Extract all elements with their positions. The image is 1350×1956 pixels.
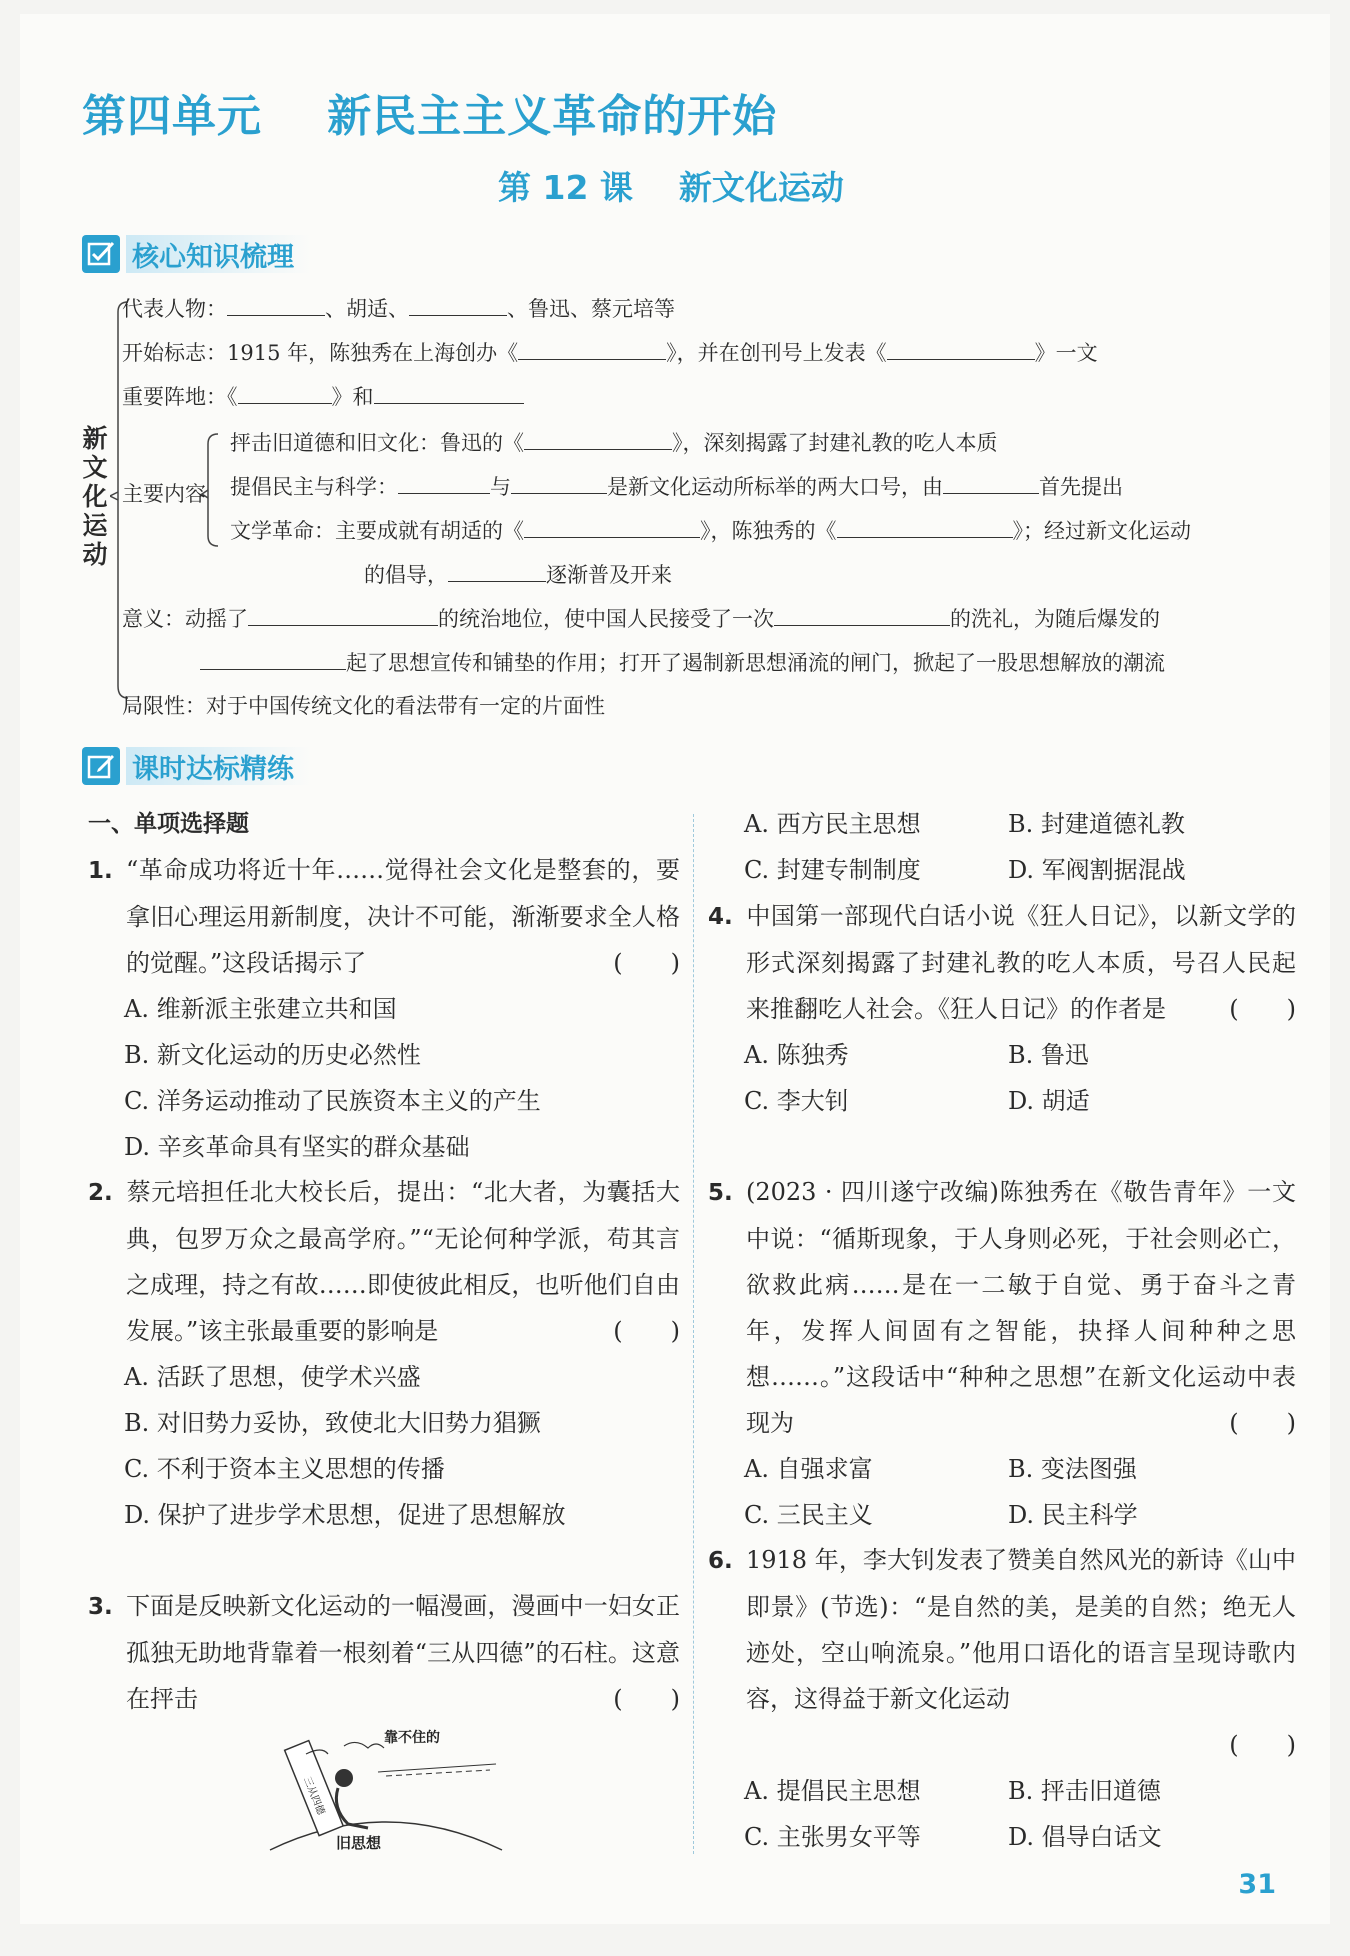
mm-content-2	[230, 471, 1123, 502]
question-stem: 中国第一部现代白话小说《狂人日记》，以新文学的形式深刻揭露了封建礼教的吃人本质，号召人民起来推翻吃人社会。《狂人日记》的作者是	[746, 902, 1296, 1023]
section-header-core	[82, 232, 310, 276]
mm-text: 提倡民主与科学：	[230, 475, 398, 499]
option-a[interactable]: A. 维新派主张建立共和国	[124, 995, 397, 1023]
cartoon-illustration	[266, 1724, 506, 1854]
mm-text: 抨击旧道德和旧文化：鲁迅的《	[230, 431, 524, 455]
option-b[interactable]: B. 鲁迅	[1008, 1041, 1089, 1069]
option-a[interactable]: A. 自强求富	[744, 1455, 873, 1483]
option-c[interactable]: C. 不利于资本主义思想的传播	[124, 1455, 445, 1483]
option-b[interactable]: B. 对旧势力妥协，致使北大旧势力猖獗	[124, 1409, 541, 1437]
mindmap-root-label: 新文化运动	[82, 424, 108, 569]
option-c[interactable]: C. 三民主义	[744, 1501, 873, 1529]
question-number: 5.	[708, 1180, 733, 1206]
fill-blank[interactable]	[837, 515, 1013, 538]
answer-parentheses[interactable]: ( )	[1229, 995, 1296, 1023]
option-b[interactable]: B. 变法图强	[1008, 1455, 1137, 1483]
option-c[interactable]: C. 洋务运动推动了民族资本主义的产生	[124, 1087, 541, 1115]
fill-blank[interactable]	[511, 471, 607, 494]
question-number: 2.	[88, 1180, 113, 1206]
fill-blank[interactable]	[774, 603, 950, 626]
fill-blank[interactable]	[248, 603, 438, 626]
fill-blank[interactable]	[448, 559, 546, 582]
fill-blank[interactable]	[518, 337, 666, 360]
option-d[interactable]: D. 胡适	[1008, 1087, 1090, 1115]
cartoon-caption-bottom: 旧思想	[336, 1834, 382, 1852]
section-title-practice: 课时达标精练	[126, 747, 310, 785]
question-number: 4.	[708, 904, 733, 930]
mm-text: 文学革命：主要成就有胡适的《	[230, 519, 524, 543]
mm-content-3b	[364, 559, 672, 590]
fill-blank[interactable]	[398, 471, 490, 494]
fill-blank[interactable]	[238, 381, 332, 404]
option-a[interactable]: A. 活跃了思想，使学术兴盛	[124, 1363, 421, 1391]
mm-text: 、鲁迅、蔡元培等	[507, 297, 675, 321]
question-stem: 1918 年，李大钊发表了赞美自然风光的新诗《山中即景》(节选)：“是自然的美，是美的自然；绝无人迹处，空山响流泉。”他用口语化的语言呈现诗歌内容，这得益于新文化运动	[746, 1546, 1296, 1713]
mm-text: 开始标志：1915 年，陈独秀在上海创办《	[122, 341, 519, 365]
fill-blank[interactable]	[943, 471, 1039, 494]
option-d[interactable]: D. 保护了进步学术思想，促进了思想解放	[124, 1501, 566, 1529]
answer-parentheses[interactable]: ( )	[613, 1317, 680, 1345]
question-stem: 下面是反映新文化运动的一幅漫画，漫画中一妇女正孤独无助地背靠着一根刻着“三从四德”的石柱。这意在抨击	[126, 1592, 680, 1713]
question-2	[88, 1169, 680, 1538]
option-a[interactable]: A. 陈独秀	[744, 1041, 849, 1069]
option-a[interactable]: A. 提倡民主思想	[744, 1777, 921, 1805]
mm-text: 》和	[331, 385, 374, 409]
fill-blank[interactable]	[887, 337, 1035, 360]
option-d[interactable]: D. 倡导白话文	[1008, 1823, 1162, 1851]
question-number: 6.	[708, 1548, 733, 1574]
mm-text: 逐渐普及开来	[546, 563, 672, 587]
mm-text: 意义：动摇了	[122, 607, 248, 631]
mm-significance-2	[200, 647, 1165, 678]
option-c[interactable]: C. 主张男女平等	[744, 1823, 921, 1851]
part-title-text: 一、单项选择题	[88, 811, 249, 837]
mm-content-label: 主要内容	[122, 482, 206, 506]
fill-blank[interactable]	[524, 427, 672, 450]
fill-blank[interactable]	[200, 647, 346, 670]
mm-start	[122, 337, 1098, 368]
mm-text: 起了思想宣传和铺垫的作用；打开了遏制新思想涌流的闸门，掀起了一股思想解放的潮流	[346, 651, 1165, 675]
option-d[interactable]: D. 民主科学	[1008, 1501, 1138, 1529]
option-d[interactable]: D. 军阀割据混战	[1008, 856, 1186, 884]
cartoon-caption-top: 靠不住的	[384, 1730, 440, 1746]
question-4	[708, 893, 1296, 1124]
mm-text: 》，陈独秀的《	[700, 519, 837, 543]
part-title	[88, 801, 680, 847]
answer-parentheses[interactable]: ( )	[613, 1685, 680, 1713]
question-5	[708, 1169, 1296, 1538]
option-d[interactable]: D. 辛亥革命具有坚实的群众基础	[124, 1133, 470, 1161]
column-divider	[693, 814, 694, 1854]
option-b[interactable]: B. 新文化运动的历史必然性	[124, 1041, 421, 1069]
section-header-practice	[82, 744, 310, 788]
mm-front	[122, 381, 524, 412]
fill-blank[interactable]	[374, 381, 524, 404]
mm-text: 首先提出	[1039, 475, 1123, 499]
mm-text: 的倡导，	[364, 563, 448, 587]
mm-text: 》；经过新文化运动	[1012, 519, 1191, 543]
workbook-page	[20, 14, 1330, 1924]
mm-text: 的统治地位，使中国人民接受了一次	[438, 607, 774, 631]
option-b[interactable]: B. 抨击旧道德	[1008, 1777, 1161, 1805]
answer-parentheses[interactable]: ( )	[1229, 1731, 1296, 1759]
question-stem: “革命成功将近十年……觉得社会文化是整套的，要拿旧心理运用新制度，决计不可能，渐渐要求全人格的觉醒。”这段话揭示了	[126, 856, 680, 977]
mm-significance-1	[122, 603, 1160, 634]
answer-parentheses[interactable]: ( )	[613, 949, 680, 977]
checkbox-pen-icon	[82, 235, 120, 273]
option-c[interactable]: C. 封建专制制度	[744, 856, 921, 884]
fill-blank[interactable]	[227, 293, 325, 316]
page-number: 31	[1238, 1869, 1276, 1900]
question-3	[88, 1583, 680, 1722]
mm-text: 重要阵地：《	[122, 385, 238, 409]
question-number: 3.	[88, 1594, 113, 1620]
pencil-note-icon	[82, 747, 120, 785]
question-stem: 蔡元培担任北大校长后，提出：“北大者，为囊括大典，包罗万众之最高学府。”“无论何种学派，苟其言之成理，持之有故……即使彼此相反，也听他们自由发展。”该主张最重要的影响是	[126, 1178, 680, 1345]
option-c[interactable]: C. 李大钊	[744, 1087, 849, 1115]
question-1	[88, 847, 680, 1170]
mm-text: 是新文化运动所标举的两大口号，由	[607, 475, 943, 499]
lesson-title: 第 12 课 新文化运动	[498, 168, 844, 207]
question-3-options	[708, 801, 1296, 893]
mm-people	[122, 293, 675, 324]
mm-text: 》一文	[1034, 341, 1098, 365]
fill-blank[interactable]	[524, 515, 700, 538]
question-6	[708, 1537, 1296, 1860]
mm-text: 》，深刻揭露了封建礼教的吃人本质	[672, 431, 998, 455]
mm-text: 代表人物：	[122, 297, 227, 321]
section-title-core: 核心知识梳理	[126, 235, 310, 273]
option-b[interactable]: B. 封建道德礼教	[1008, 810, 1185, 838]
mm-text: 的洗礼，为随后爆发的	[950, 607, 1160, 631]
mm-limitation: 局限性：对于中国传统文化的看法带有一定的片面性	[122, 694, 605, 718]
mm-content-3	[230, 515, 1191, 546]
mm-content-1	[230, 427, 998, 458]
mm-text: 》，并在创刊号上发表《	[666, 341, 887, 365]
unit-title: 第四单元 新民主主义革命的开始	[82, 91, 778, 142]
option-a[interactable]: A. 西方民主思想	[744, 810, 921, 838]
question-number: 1.	[88, 858, 113, 884]
question-stem: (2023 · 四川遂宁改编)陈独秀在《敬告青年》一文中说：“循斯现象，于人身则必死，于社会则必亡，欲救此病……是在一二敏于自觉、勇于奋斗之青年，发挥人间固有之智能，抉择人间种种之思想……。”这段话中“种种之思想”在新文化运动中表现为	[746, 1178, 1296, 1437]
answer-parentheses[interactable]: ( )	[1229, 1409, 1296, 1437]
cartoon-pillar-text: 三从四德	[300, 1775, 327, 1817]
mm-text: 、胡适、	[325, 297, 409, 321]
fill-blank[interactable]	[409, 293, 507, 316]
mm-text: 与	[490, 475, 511, 499]
